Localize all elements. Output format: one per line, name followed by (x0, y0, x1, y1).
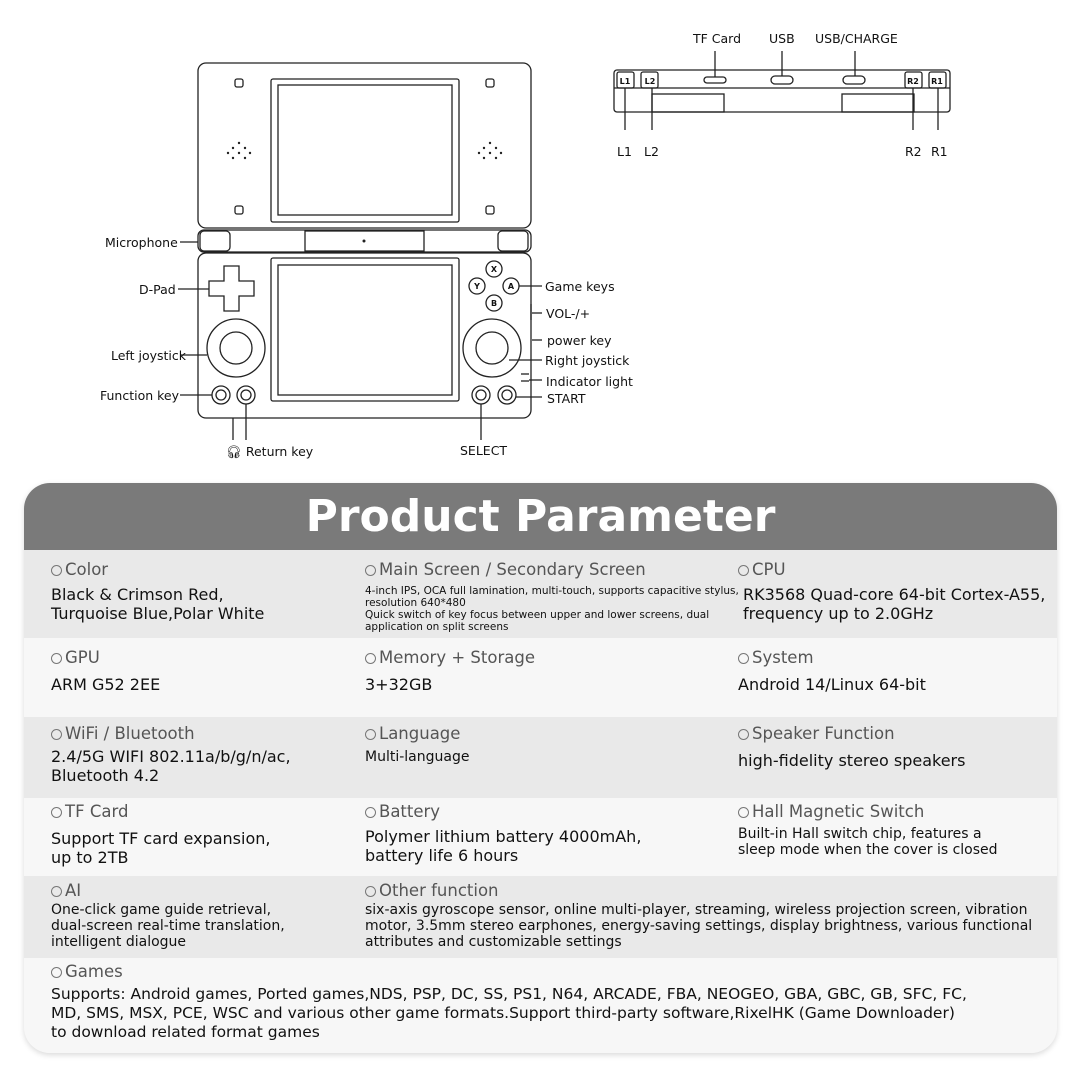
label-r1: R1 (931, 144, 948, 159)
label-function-key: Function key (100, 388, 180, 403)
btn-a-label: A (507, 282, 515, 291)
param-heading: CPU (738, 560, 1045, 579)
param-heading: Hall Magnetic Switch (738, 802, 998, 821)
dpad-shape (209, 266, 254, 311)
param-heading: GPU (51, 648, 160, 667)
param-heading: Other function (365, 881, 1032, 900)
param-color (51, 560, 264, 623)
param-value: Built-in Hall switch chip, features a sleep mode when the cover is closed (738, 826, 998, 858)
circle-icon (51, 653, 62, 664)
label-l1: L1 (617, 144, 632, 159)
param-heading: TF Card (51, 802, 270, 821)
label-vol: VOL-/+ (546, 306, 591, 321)
param-heading: AI (51, 881, 285, 900)
param-row-1 (24, 550, 1057, 638)
param-tf-card (51, 802, 270, 867)
circle-icon (738, 729, 749, 740)
param-ai (51, 881, 285, 950)
circle-icon (51, 807, 62, 818)
param-battery (365, 802, 641, 865)
circle-icon (738, 565, 749, 576)
headphone-icon: 🎧︎ (226, 444, 242, 459)
param-heading: Games (51, 962, 967, 981)
param-wifi (51, 724, 291, 785)
circle-icon (365, 807, 376, 818)
param-gpu (51, 648, 160, 694)
upper-lid (198, 63, 531, 228)
param-screen (365, 560, 739, 633)
param-value: Supports: Android games, Ported games,NDS, PSP, DC, SS, PS1, N64, ARCADE, FBA, NEOGEO, GBA, GBC, GB, SFC, FC, MD, SMS, MSX, PCE, WSC and various other game formats.Support third-party software,RixelHK (Game Downloader) to download related format games (51, 985, 967, 1041)
circle-icon (738, 807, 749, 818)
param-value: 2.4/5G WIFI 802.11a/b/g/n/ac, Bluetooth 4.2 (51, 747, 291, 785)
label-microphone: Microphone (105, 235, 178, 250)
param-value: Polymer lithium battery 4000mAh, battery life 6 hours (365, 827, 642, 865)
param-value: Support TF card expansion, up to 2TB (51, 829, 271, 867)
param-value: Black & Crimson Red, Turquoise Blue,Polar White (51, 585, 265, 623)
circle-icon (51, 565, 62, 576)
btn-y-label: Y (474, 282, 480, 291)
param-speaker (738, 724, 965, 770)
circle-icon (365, 653, 376, 664)
param-value: ARM G52 2EE (51, 675, 161, 694)
param-row-4 (24, 798, 1057, 876)
label-select: SELECT (460, 443, 508, 458)
label-return-key: 🎧︎ Return key (226, 444, 314, 459)
label-tf-card-port: TF Card (693, 31, 742, 46)
param-value: six-axis gyroscope sensor, online multi-player, streaming, wireless projection screen, vibration motor, 3.5mm stereo earphones, energy-saving settings, display brightness, various functional attributes and customizable settings (365, 902, 1033, 950)
circle-icon (51, 729, 62, 740)
param-language (365, 724, 469, 765)
label-right-joystick: Right joystick (545, 353, 630, 368)
label-power-key: power key (547, 333, 612, 348)
param-value: Multi-language (365, 749, 470, 765)
param-heading: System (738, 648, 926, 667)
param-other (365, 881, 1032, 950)
card-title: Product Parameter (24, 483, 1057, 550)
btn-b-label: B (490, 299, 498, 308)
param-cpu (738, 560, 1045, 623)
l1-key-label: L1 (619, 77, 631, 86)
top-screen-bezel (271, 79, 459, 222)
r1-key-label: R1 (931, 77, 943, 86)
circle-icon (738, 653, 749, 664)
param-value: One-click game guide retrieval, dual-screen real-time translation, intelligent dialogue (51, 902, 285, 950)
bottom-screen-bezel (271, 258, 459, 401)
label-usb-port: USB (769, 31, 795, 46)
left-joystick-shape (207, 319, 265, 377)
param-value: 3+32GB (365, 675, 433, 694)
param-heading: Color (51, 560, 264, 579)
param-heading: Language (365, 724, 469, 743)
param-row-6 (24, 958, 1057, 1053)
label-indicator-light: Indicator light (546, 374, 633, 389)
param-heading: Main Screen / Secondary Screen (365, 560, 739, 579)
param-value: high-fidelity stereo speakers (738, 751, 966, 770)
param-row-3 (24, 717, 1057, 798)
btn-x-label: X (490, 265, 498, 274)
param-row-5 (24, 876, 1057, 958)
label-usb-charge-port: USB/CHARGE (815, 31, 898, 46)
param-row-2 (24, 638, 1057, 717)
param-hall (738, 802, 998, 858)
label-r2: R2 (905, 144, 922, 159)
param-heading: WiFi / Bluetooth (51, 724, 291, 743)
circle-icon (365, 565, 376, 576)
label-l2: L2 (644, 144, 659, 159)
product-parameter-card (24, 483, 1057, 1053)
label-start: START (547, 391, 586, 406)
param-value: RK3568 Quad-core 64-bit Cortex-A55, frequency up to 2.0GHz (743, 585, 1046, 623)
circle-icon (51, 967, 62, 978)
r2-key-label: R2 (907, 77, 919, 86)
label-dpad: D-Pad (139, 282, 176, 297)
param-memory (365, 648, 535, 694)
param-heading: Speaker Function (738, 724, 965, 743)
circle-icon (365, 886, 376, 897)
l2-key-label: L2 (644, 77, 656, 86)
top-screen (278, 85, 452, 215)
param-heading: Battery (365, 802, 641, 821)
param-heading: Memory + Storage (365, 648, 535, 667)
right-joystick-shape (463, 319, 521, 377)
circle-icon (365, 729, 376, 740)
label-game-keys: Game keys (545, 279, 615, 294)
param-value: 4-inch IPS, OCA full lamination, multi-touch, supports capacitive stylus, resolution 640*480 Quick switch of key focus between upper and lower screens, dual application on split screens (365, 585, 739, 633)
param-games (51, 962, 967, 1042)
bottom-screen (278, 265, 452, 395)
param-value: Android 14/Linux 64-bit (738, 675, 926, 694)
param-system (738, 648, 926, 694)
circle-icon (51, 886, 62, 897)
label-left-joystick: Left joystick (111, 348, 187, 363)
